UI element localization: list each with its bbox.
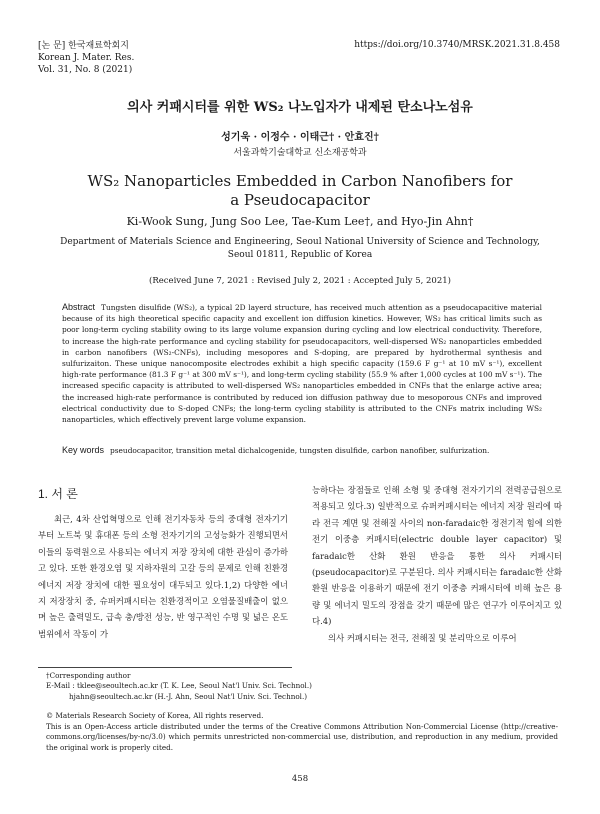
page-number: 458 [291,774,309,784]
footnote-divider [38,667,292,668]
affiliation-english [50,236,550,262]
copyright-notice [46,711,558,753]
title-english-line2: a Pseudocapacitor [230,191,370,209]
abstract-text: Tungsten disulfide (WS₂), a typical 2D layerd structure, has received much attention as a pseudocapacitive material because of its high theoretical specific capacity and excellent ion diffusion kinetics. However, WS₂ has critical limits such as poor long-term cycling stability owing to its large volume expansion during cycling and low electrical conductivity. Therefore, to increase the high-rate performance and cycling stability for pseudocapacitors, well-dispersed WS₂ nanoparticles embedded in carbon nanofibers (WS₂-CNFs), including mesopores and S-doping, are prepared by hydrothermal synthesis and sulfurizaiton. These unique nanocomposite electrodes exhibit a high specific capacity (159.6 F g⁻¹ at 10 mV s⁻¹), excellent high-rate performance (81.3 F g⁻¹ at 300 mV s⁻¹), and long-term cycling stability (55.9 % after 1,000 cycles at 100 mV s⁻¹). The increased specific capacity is attributed to well-dispersed WS₂ nanoparticles embedded in CNFs that the enlarge active area; the increased high-rate performance is contributed by reduced ion diffusion pathway due to mesoporous CNFs and improved electrical conductivity due to S-doped CNFs; the long-term cycling stability is attributed to the CNFs matrix including WS₂ nanoparticles, which effectively prevent large volume expansion. [62,303,542,425]
footnote-email: E-Mail : tklee@seoultech.ac.kr (T. K. Lee, Seoul Nat'l Univ. Sci. Technol.) [46,681,312,691]
journal-volume: Vol. 31, No. 8 (2021) [38,65,133,75]
affiliation-english-line2: Seoul 01811, Republic of Korea [227,250,373,260]
copyright-line: © Materials Research Society of Korea, All rights reserved. [46,711,264,720]
abstract-label: Abstract [62,302,96,312]
journal-name-en: Korean J. Mater. Res. [38,53,135,63]
title-english [60,172,540,210]
journal-header [38,40,134,76]
authors-english: Ki-Wook Sung, Jung Soo Lee, Tae-Kum Lee†, and Hyo-Jin Ahn† [126,215,474,228]
license-text: This is an Open-Access article distributed under the terms of the Creative Commons Attribution Non-Commercial License (http://creative-commons.org/licenses/by-nc/3.0) which permits unrestricted non-commercial use, distribution, and reproduction in any medium, provided the original work is properly cited. [46,721,558,752]
title-english-line1: WS₂ Nanoparticles Embedded in Carbon Nanofibers for [87,172,513,190]
corresponding-author-footnote [46,671,566,702]
body-paragraph: 능하다는 장점들로 인해 소형 및 중대형 전자기기의 전력공급원으로 적용되고 있다.3) 일반적으로 슈퍼커패시터는 에너지 저장 원리에 따라 전극 계면 및 전해질 사이의 non-faradaic한 정전기적 힘에 의한 전기 이중층 커패시터(electric double layer capacitor) 및 faradaic한 산화 환원 반응을 통한 의사 커패시터(pseudocapacitor)로 구분된다. 의사 커패시터는 faradaic한 산화 환원 반응을 이용하기 때문에 전기 이중층 커패시터에 비해 높은 용량 및 에너지 밀도의 장점을 갖기 때문에 많은 연구가 이루어지고 있다.4) [312,485,562,627]
footnote-email: hjahn@seoultech.ac.kr (H.-J. Ahn, Seoul Nat'l Univ. Sci. Technol.) [69,691,308,701]
keywords [62,445,542,456]
body-column-left: 최근, 4차 산업혁명으로 인해 전기자동차 등의 중대형 전자기기부터 노트북 및 휴대폰 등의 소형 전자기기의 고성능화가 진행되면서 이들의 동력원으로 사용되는 에너지 저장 장치에 대한 관심이 증가하고 있다. 또한 환경오염 및 지하자원의 고갈 등의 문제로 인해 친환경 에너지 저장 장치에 대한 필요성이 대두되고 있다.1,2) 다양한 에너지 저장장치 중, 슈퍼커패시터는 친환경적이고 오염물질배출이 없으며 높은 출력밀도, 급속 충/방전 성능, 반 영구적인 수명 및 넓은 온도범위에서 작동이 가 [38,514,288,639]
section-heading-introduction: 1. 서 론 [38,487,78,501]
authors-korean: 성기욱 · 이정수 · 이태근† · 안효진† [221,132,379,143]
body-column-right [312,482,562,646]
journal-name-ko: [논 문] 한국재료학회지 [38,41,129,51]
submission-dates: (Received June 7, 2021 : Revised July 2, 2021 : Accepted July 5, 2021) [149,276,451,286]
abstract [62,302,542,425]
footnote-line: †Corresponding author [46,671,131,680]
body-paragraph: 의사 커패시터는 전극, 전해질 및 분리막으로 이루어 [328,632,517,643]
keywords-label: Key words [62,445,105,455]
title-korean: 의사 커패시터를 위한 WS₂ 나노입자가 내제된 탄소나노섬유 [127,100,473,115]
affiliation-english-line1: Department of Materials Science and Engineering, Seoul National University of Science and Technology, [60,237,540,247]
affiliation-korean: 서울과학기술대학교 신소재공학과 [233,148,367,158]
keywords-text: pseudocapacitor, transition metal dichalcogenide, tungsten disulfide, carbon nanofiber, sulfurization. [110,446,490,455]
doi-link[interactable]: https://doi.org/10.3740/MRSK.2021.31.8.458 [354,40,560,50]
